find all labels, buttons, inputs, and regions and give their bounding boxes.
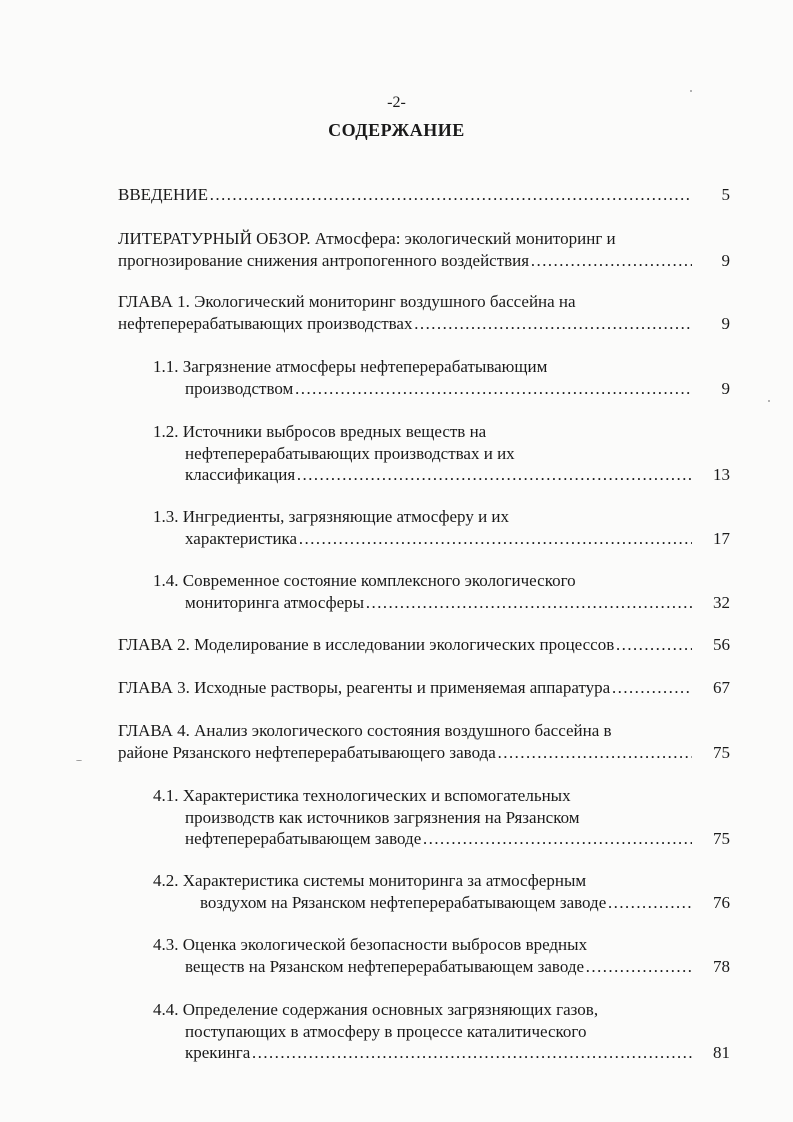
leader-dots [413, 313, 692, 335]
document-page: -2- СОДЕРЖАНИЕ ВВЕДЕНИЕ ………………………………………………………………………………………………………………………………………………………………… 5 ЛИТЕРАТУРНЫЙ ОБЗОР. Атмосфера: экологический мониторинг и прогнозирование снижения антропогенного воздействия ………………………………………………………………………………………………………………………………………………………………… 9 ГЛАВА 1. Экологический мониторинг воздушного бассейна на нефтеперерабатывающих производствах ………………………………………………………………………………………………………………………………………………………………… 9 1.1. Загрязнение атмосферы нефтеперерабатывающим производством ………………………………………………………………………………………………………………………………………………………………… 9 1.2. Источники выбросов вредных веществ на нефтеперерабатывающих производствах и их классификация ………………………………………………………………………………………………………………………………………………………………… 13 1.3. Ингредиенты, загрязняющие атмосферу и их характеристика ………………………………………………………………………………………………………………………………………………………………… 17 1.4. Современное состояние комплексного экологического мониторинга атмосферы ………………………………………………………………………………………………………………………………………………………………… 32 ГЛАВА 2. Моделирование в исследовании экологических процессов ………………………………………………………………………………………………………………………………………………………………… 56 ГЛАВА 3. Исходные растворы, реагенты и применяемая аппаратура ………………………………………………………………………………………………………………………………………………………………… 67 ГЛАВА 4. Анализ экологического состояния воздушного бассейна в районе Рязанского нефтеперерабатывающего завода ………………………………………………………………………………………………………………………………………………………………… 75 4.1. Характеристика технологических и вспомогательных производств как источников загрязнения на Рязанском нефтеперерабатывающем заводе ………………………………………………………………………………………………………………………………………………………………… 75 4.2. Характеристика системы мониторинга за атмосферным воздухом на Рязанском нефтеперерабатывающем заводе ………………………………………………………………………………………………………………………………………………………………… 76 4.3. Оценка экологической безопасности выбросов вредных веществ на Рязанском нефтеперерабатывающем заводе ………………………………………………………………………………………………………………………………………………………………… 78 4.4. Определение содержания основных загрязняющих газов, поступающих в атмосферу в процессе каталитического крекинга ………………………………………………………………………………………………………………………………………………………………… 81 [0, 0, 793, 1122]
scan-speck [76, 760, 82, 761]
toc-entry-literature-review: ЛИТЕРАТУРНЫЙ ОБЗОР. Атмосфера: экологический мониторинг и прогнозирование снижения антропогенного воздействия ………………………………………………………………………………………………………………………………………………………………… [118, 228, 692, 271]
leader-dots [298, 528, 692, 550]
toc-line: ВВЕДЕНИЕ ………………………………………………………………………………………………………………………………………………………………… [118, 184, 692, 206]
leader-dots [251, 1042, 692, 1064]
toc-entry-section-1-2: 1.2. Источники выбросов вредных веществ на нефтеперерабатывающих производствах и их классификация ………………………………………………………………………………………………………………………………………………………………… [153, 421, 692, 486]
toc-entry-section-4-4: 4.4. Определение содержания основных загрязняющих газов, поступающих в атмосферу в процессе каталитического крекинга ………………………………………………………………………………………………………………………………………………………………… [153, 999, 692, 1064]
page-number: -2- [387, 94, 406, 111]
toc-entry-section-1-3: 1.3. Ингредиенты, загрязняющие атмосферу и их характеристика ………………………………………………………………………………………………………………………………………………………………… [153, 506, 692, 549]
toc-entry-section-1-4: 1.4. Современное состояние комплексного экологического мониторинга атмосферы ………………………………………………………………………………………………………………………………………………………………… [153, 570, 692, 613]
leader-dots [615, 634, 692, 656]
leader-dots [294, 378, 692, 400]
leader-dots [365, 592, 692, 614]
toc-entry-section-1-1: 1.1. Загрязнение атмосферы нефтеперерабатывающим производством ………………………………………………………………………………………………………………………………………………………………… [153, 356, 692, 399]
leader-dots [607, 892, 692, 914]
toc-entry-chapter-3: ГЛАВА 3. Исходные растворы, реагенты и применяемая аппаратура ………………………………………………………………………………………………………………………………………………………………… [118, 677, 692, 699]
toc-entry-chapter-4: ГЛАВА 4. Анализ экологического состояния воздушного бассейна в районе Рязанского нефтеперерабатывающего завода ………………………………………………………………………………………………………………………………………………………………… [118, 720, 692, 763]
scan-speck [768, 400, 770, 402]
leader-dots [585, 956, 692, 978]
toc-entry-introduction [118, 184, 692, 206]
leader-dots [209, 184, 692, 206]
toc-entry-chapter-2: ГЛАВА 2. Моделирование в исследовании экологических процессов ………………………………………………………………………………………………………………………………………………………………… [118, 634, 692, 656]
leader-dots [530, 250, 692, 272]
toc-entry-section-4-3: 4.3. Оценка экологической безопасности выбросов вредных веществ на Рязанском нефтеперерабатывающем заводе ………………………………………………………………………………………………………………………………………………………………… [153, 934, 692, 977]
page-title: СОДЕРЖАНИЕ [328, 120, 465, 140]
toc-entry-section-4-1: 4.1. Характеристика технологических и вспомогательных производств как источников загрязнения на Рязанском нефтеперерабатывающем заводе ………………………………………………………………………………………………………………………………………………………………… [153, 785, 692, 850]
toc-entry-section-4-2: 4.2. Характеристика системы мониторинга за атмосферным воздухом на Рязанском нефтеперерабатывающем заводе ………………………………………………………………………………………………………………………………………………………………… [153, 870, 692, 913]
leader-dots [497, 742, 692, 764]
leader-dots [296, 464, 692, 486]
scan-speck [690, 90, 692, 92]
leader-dots [422, 828, 692, 850]
leader-dots [611, 677, 692, 699]
toc-entry-chapter-1: ГЛАВА 1. Экологический мониторинг воздушного бассейна на нефтеперерабатывающих производствах ………………………………………………………………………………………………………………………………………………………………… [118, 291, 692, 334]
